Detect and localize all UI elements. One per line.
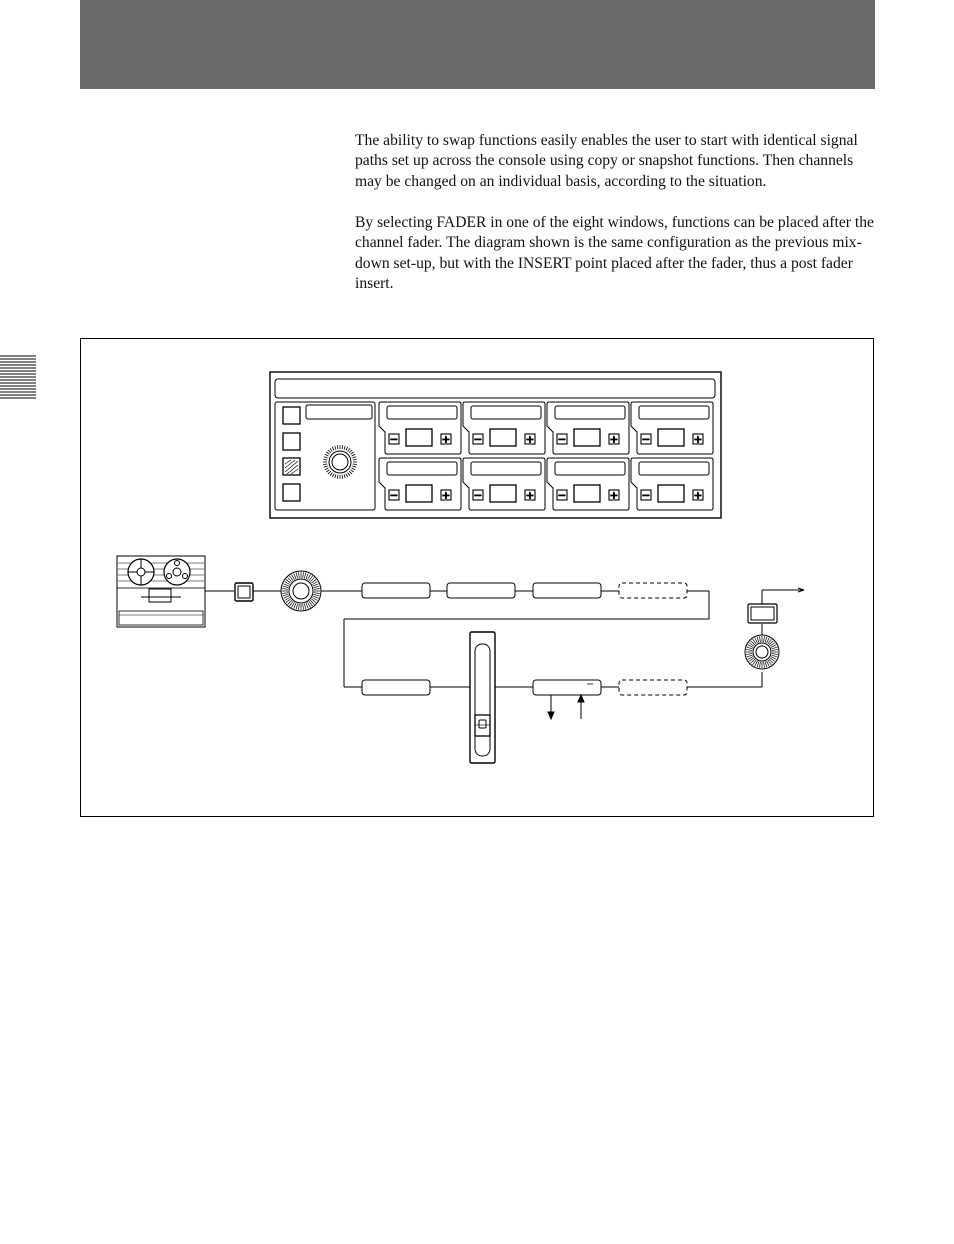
value-display bbox=[574, 429, 600, 446]
plus-label: + bbox=[693, 434, 703, 446]
panel-window-6 bbox=[463, 458, 545, 510]
plus-label: + bbox=[525, 434, 535, 446]
output-level-knob bbox=[745, 635, 779, 669]
plus-label: + bbox=[609, 434, 619, 446]
minus-label: − bbox=[641, 434, 651, 446]
panel-window-5 bbox=[379, 458, 461, 510]
value-display bbox=[490, 429, 516, 446]
panel-window-2 bbox=[463, 402, 545, 454]
minus-label: − bbox=[557, 434, 567, 446]
paragraph-2: By selecting FADER in one of the eight windows, functions can be placed after the channel fader. The diagram shown is the same configuration as the previous mix-down set-up, but with the INSERT point placed after the fader, thus a post fader insert. bbox=[355, 213, 874, 292]
tape-machine-icon bbox=[117, 556, 205, 627]
value-display bbox=[574, 485, 600, 502]
panel-window-1 bbox=[379, 402, 461, 454]
plus-label: + bbox=[441, 434, 451, 446]
panel-windows bbox=[379, 402, 713, 510]
value-display bbox=[658, 429, 684, 446]
chain-block-1 bbox=[362, 583, 430, 598]
body-text bbox=[355, 131, 875, 315]
minus-label: − bbox=[473, 434, 483, 446]
chain-block-post-empty bbox=[619, 680, 687, 695]
panel-window-3 bbox=[547, 402, 629, 454]
value-display bbox=[658, 485, 684, 502]
minus-label: − bbox=[557, 490, 567, 502]
plus-label: + bbox=[609, 490, 619, 502]
signal-flow-figure bbox=[80, 338, 874, 817]
minus-label: − bbox=[389, 434, 399, 446]
plus-label: + bbox=[441, 490, 451, 502]
paragraph-1: The ability to swap functions easily enables the user to start with identical signal paths set up across the console using copy or snapshot functions. Then channels may be changed on an individual basis, according to the situation. bbox=[355, 132, 858, 190]
signal-flow-diagram bbox=[81, 339, 875, 818]
minus-label: − bbox=[473, 490, 483, 502]
chain-block-3 bbox=[533, 583, 601, 598]
chain-block-5 bbox=[362, 680, 430, 695]
panel-rotary-knob bbox=[323, 445, 357, 479]
minus-label: − bbox=[389, 490, 399, 502]
value-display bbox=[406, 429, 432, 446]
header-bar bbox=[80, 0, 875, 89]
minus-label: − bbox=[641, 490, 651, 502]
input-level-knob bbox=[281, 571, 321, 611]
insert-block bbox=[533, 680, 601, 695]
panel-window-4 bbox=[631, 402, 713, 454]
chain-block-2 bbox=[447, 583, 515, 598]
plus-label: + bbox=[693, 490, 703, 502]
channel-fader bbox=[470, 632, 495, 763]
section-tab-marker bbox=[0, 355, 36, 401]
panel-window-8 bbox=[631, 458, 713, 510]
plus-label: + bbox=[525, 490, 535, 502]
panel-window-7 bbox=[547, 458, 629, 510]
value-display bbox=[406, 485, 432, 502]
value-display bbox=[490, 485, 516, 502]
chain-block-4-empty bbox=[619, 583, 687, 598]
